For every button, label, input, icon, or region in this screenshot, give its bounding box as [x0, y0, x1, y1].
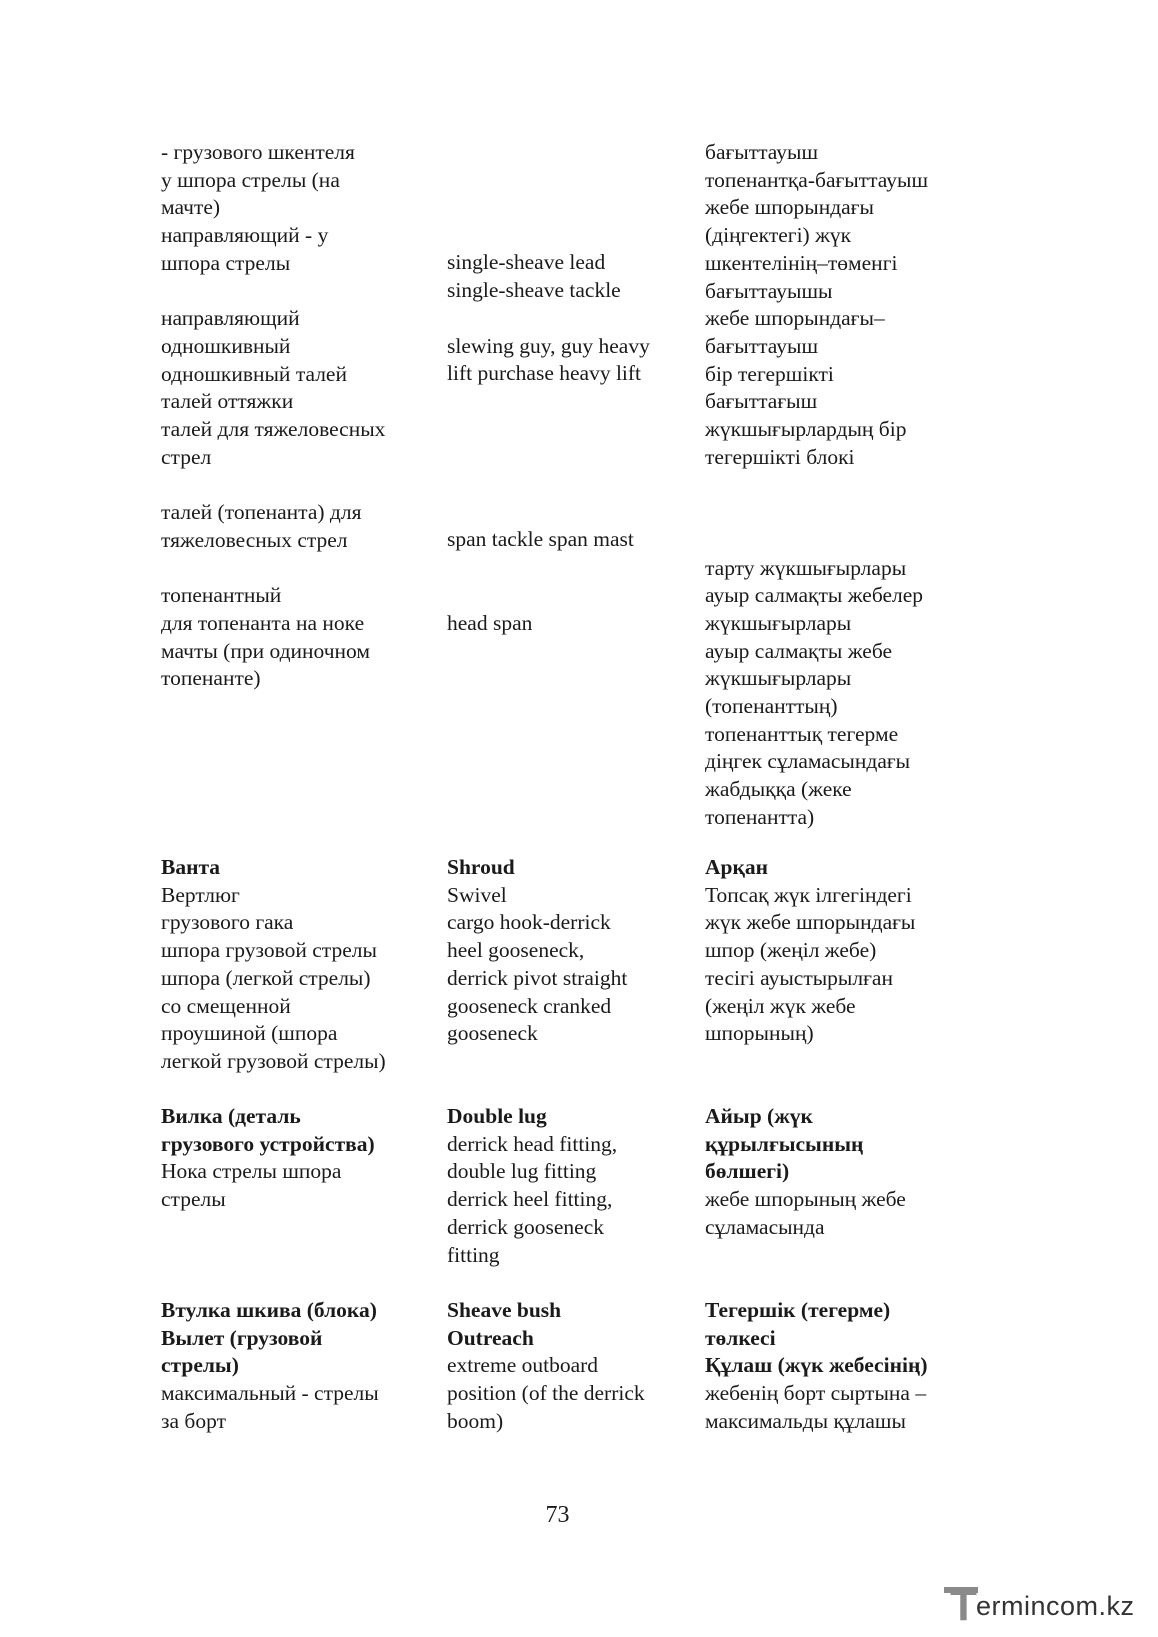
term-line: lift purchase heavy lift [447, 361, 642, 386]
blank-line [447, 305, 697, 333]
term-line: жүкшығырлардың бір [705, 417, 907, 442]
term-line: boom) [447, 1408, 504, 1433]
column-russian [161, 854, 431, 1076]
term-line: для топенанта на ноке [161, 610, 365, 635]
term-line: derrick pivot straight [447, 965, 628, 990]
blank-line [447, 471, 697, 499]
column-english [447, 1297, 697, 1436]
term-line: Double lug [447, 1104, 547, 1128]
term-line: тесігі ауыстырылған [705, 965, 893, 990]
term-line: бағыттауыш [705, 140, 819, 164]
term-line: cargo hook-derrick [447, 910, 611, 935]
term-line: derrick heel fitting, [447, 1187, 613, 1212]
term-line: шпора грузовой стрелы [161, 938, 377, 963]
term-line: ауыр салмақты жебелер [705, 583, 924, 608]
term-line: жебе шпорындағы [705, 195, 874, 220]
term-line: Арқан [705, 855, 769, 879]
term-line: heel gooseneck, [447, 938, 585, 963]
column-kazakh [705, 1297, 1005, 1436]
term-line: направляющий [161, 306, 300, 331]
term-line: легкой грузовой стрелы) [161, 1048, 386, 1073]
column-russian [161, 1103, 431, 1214]
term-line: single-sheave tackle [447, 278, 621, 303]
term-line: топенантный [161, 583, 282, 608]
term-line: Вертлюг [161, 882, 240, 907]
term-line: fitting [447, 1242, 500, 1267]
term-line: head span [447, 610, 533, 635]
term-line: жүк жебе шпорындағы [705, 910, 916, 935]
term-line: gooseneck cranked [447, 993, 612, 1018]
term-line: жүкшығырлары [705, 610, 852, 635]
term-line: - грузового шкентеля [161, 140, 355, 164]
term-line: тяжеловесных стрел [161, 527, 348, 552]
term-line: Втулка шкива (блока) [161, 1298, 377, 1322]
term-line: gooseneck [447, 1021, 538, 1046]
term-line: Sheave bush [447, 1298, 562, 1322]
term-line: жүкшығырлары [705, 666, 852, 691]
term-line: derrick head fitting, [447, 1131, 618, 1156]
term-line: жебе шпорының жебе [705, 1187, 906, 1212]
column-kazakh [705, 854, 1005, 1048]
term-line: грузового устройства) [161, 1131, 375, 1156]
term-line: құрылғысының [705, 1131, 864, 1156]
term-line: грузового гака [161, 910, 294, 935]
term-line: за борт [161, 1408, 226, 1433]
blank-line [447, 554, 697, 582]
term-line: одношкивный талей [161, 361, 347, 386]
term-line: топенанттық тегерме [705, 721, 899, 746]
term-line: со смещенной [161, 993, 291, 1018]
term-line: double lug fitting [447, 1159, 597, 1184]
term-line: slewing guy, guy heavy [447, 333, 650, 358]
column-russian [161, 1297, 431, 1436]
column-kazakh [705, 139, 1005, 832]
term-line: бағыттауыш [705, 333, 819, 358]
term-line: топенантқа-бағыттауыш [705, 167, 929, 192]
blank-line [447, 388, 697, 416]
term-line: шпор (жеңіл жебе) [705, 938, 877, 963]
term-line: бағыттағыш [705, 389, 818, 414]
term-line: талей оттяжки [161, 389, 294, 414]
term-line: (жеңіл жүк жебе [705, 993, 856, 1018]
blank-line [447, 194, 697, 222]
logo-text: ermincom.kz [976, 1591, 1135, 1621]
term-line: стрел [161, 444, 212, 469]
term-line: талей для тяжеловесных [161, 417, 386, 442]
column-english [447, 854, 697, 1048]
term-line: single-sheave lead [447, 250, 606, 275]
term-line: Вилка (деталь [161, 1104, 301, 1128]
blank-line [705, 471, 1005, 499]
term-line: Outreach [447, 1325, 534, 1350]
page-number: 73 [545, 1502, 570, 1528]
term-line: extreme outboard [447, 1353, 599, 1378]
term-line: Вылет (грузовой [161, 1325, 323, 1350]
term-line: derrick gooseneck [447, 1214, 604, 1239]
term-line: стрелы [161, 1187, 226, 1212]
term-line: Топсақ жүк ілгегіндегі [705, 882, 912, 907]
blank-line [161, 278, 431, 306]
term-line: Құлаш (жүк жебесінің) [705, 1353, 928, 1378]
term-line: жебенің борт сыртына – [705, 1381, 927, 1406]
blank-line [161, 471, 431, 499]
term-line: span tackle span mast [447, 527, 634, 552]
term-line: шпорының) [705, 1021, 814, 1046]
term-line: у шпора стрелы (на [161, 167, 340, 192]
term-line: Тегершік (тегерме) [705, 1298, 891, 1322]
term-line: Айыр (жүк [705, 1104, 813, 1128]
blank-line [447, 222, 697, 250]
term-line: максимальный - стрелы [161, 1381, 379, 1406]
blank-line [447, 416, 697, 444]
blank-line [161, 555, 431, 583]
term-line: бөлшегі) [705, 1159, 790, 1184]
term-line: мачте) [161, 195, 221, 220]
blank-line [447, 499, 697, 527]
column-english [447, 194, 697, 637]
term-line: ауыр салмақты жебе [705, 638, 893, 663]
term-line: шкентелінің–төменгі [705, 250, 898, 275]
term-line: діңгек сұламасындағы [705, 749, 911, 774]
blank-line [447, 443, 697, 471]
term-line: проушиной (шпора [161, 1021, 338, 1046]
term-line: төлкесі [705, 1325, 776, 1350]
term-line: Shroud [447, 855, 515, 879]
blank-line [705, 527, 1005, 555]
column-russian [161, 139, 431, 693]
term-line: бағыттауышы [705, 278, 833, 303]
term-line: бір тегершікті [705, 361, 834, 386]
term-line: топенантта) [705, 804, 815, 829]
term-line: сұламасында [705, 1214, 825, 1239]
term-line: тегершікті блокі [705, 444, 855, 469]
blank-line [705, 499, 1005, 527]
term-line: талей (топенанта) для [161, 500, 362, 525]
logo-first-letter: T [950, 1581, 977, 1630]
column-english [447, 1103, 697, 1269]
term-line: шпора (легкой стрелы) [161, 965, 371, 990]
term-line: жабдыққа (жеке [705, 777, 852, 802]
term-line: Swivel [447, 882, 507, 907]
column-kazakh [705, 1103, 1005, 1242]
term-line: максимальды құлашы [705, 1408, 906, 1433]
term-line: мачты (при одиночном [161, 638, 371, 663]
term-line: направляющий - у [161, 223, 329, 248]
term-line: (діңгектегі) жүк [705, 223, 852, 248]
term-line: position (of the derrick [447, 1381, 645, 1406]
term-line: одношкивный [161, 333, 291, 358]
term-line: Нока стрелы шпора [161, 1159, 342, 1184]
term-line: топенанте) [161, 666, 261, 691]
site-logo[interactable] [944, 1581, 1144, 1630]
blank-line [447, 582, 697, 610]
term-line: (топенанттың) [705, 694, 838, 719]
term-line: тарту жүкшығырлары [705, 555, 907, 580]
term-line: стрелы) [161, 1353, 239, 1378]
term-line: шпора стрелы [161, 250, 291, 275]
term-line: жебе шпорындағы– [705, 306, 885, 331]
term-line: Ванта [161, 855, 221, 879]
